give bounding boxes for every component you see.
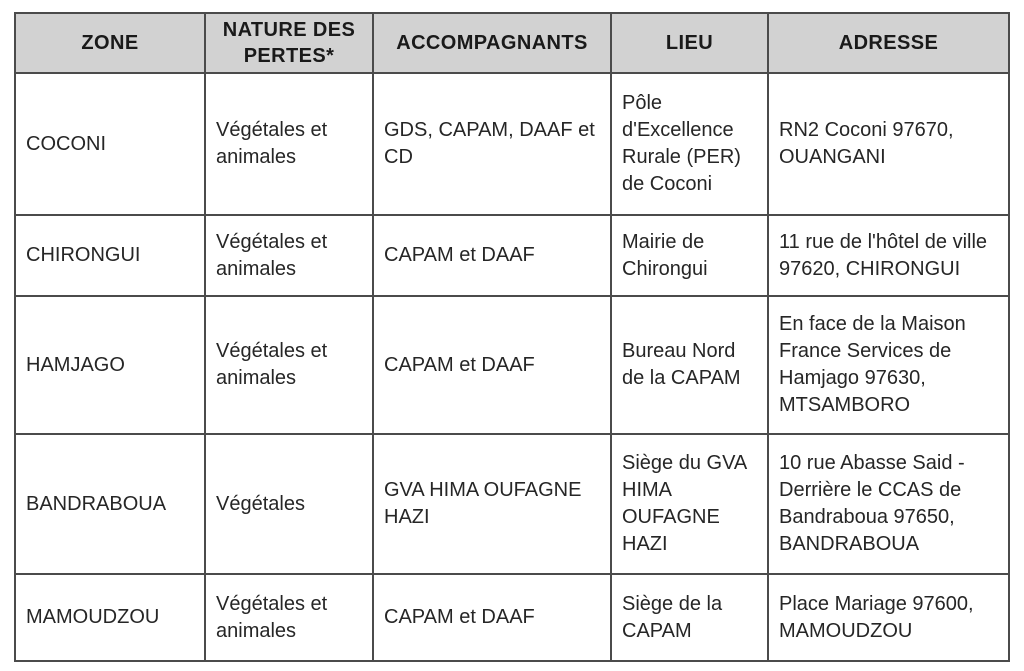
col-header-nature-pertes: NATURE DES PERTES*	[205, 13, 373, 73]
cell-accompagnants: CAPAM et DAAF	[373, 296, 611, 434]
cell-zone: CHIRONGUI	[15, 215, 205, 296]
cell-zone: MAMOUDZOU	[15, 574, 205, 661]
cell-adresse: 11 rue de l'hôtel de ville 97620, CHIRONGUI	[768, 215, 1009, 296]
cell-accompagnants: CAPAM et DAAF	[373, 574, 611, 661]
table-row-chirongui	[15, 215, 1009, 296]
cell-nature: Végétales et animales	[205, 296, 373, 434]
cell-nature: Végétales et animales	[205, 73, 373, 215]
cell-nature: Végétales	[205, 434, 373, 574]
cell-accompagnants: GDS, CAPAM, DAAF et CD	[373, 73, 611, 215]
cell-zone: BANDRABOUA	[15, 434, 205, 574]
col-header-zone: ZONE	[15, 13, 205, 73]
table-row-hamjago	[15, 296, 1009, 434]
table-row-mamoudzou	[15, 574, 1009, 661]
cell-nature: Végétales et animales	[205, 574, 373, 661]
cell-lieu: Siège de la CAPAM	[611, 574, 768, 661]
losses-table	[14, 12, 1010, 662]
cell-zone: COCONI	[15, 73, 205, 215]
col-header-accompagnants: ACCOMPAGNANTS	[373, 13, 611, 73]
losses-table-container	[14, 12, 1010, 662]
cell-accompagnants: GVA HIMA OUFAGNE HAZI	[373, 434, 611, 574]
cell-adresse: Place Mariage 97600, MAMOUDZOU	[768, 574, 1009, 661]
table-row-bandraboua	[15, 434, 1009, 574]
cell-lieu: Mairie de Chirongui	[611, 215, 768, 296]
cell-adresse: En face de la Maison France Services de Hamjago 97630, MTSAMBORO	[768, 296, 1009, 434]
col-header-lieu: LIEU	[611, 13, 768, 73]
cell-lieu: Pôle d'Excellence Rurale (PER) de Coconi	[611, 73, 768, 215]
cell-adresse: 10 rue Abasse Said - Derrière le CCAS de Bandraboua 97650, BANDRABOUA	[768, 434, 1009, 574]
table-row-coconi	[15, 73, 1009, 215]
cell-nature: Végétales et animales	[205, 215, 373, 296]
cell-adresse: RN2 Coconi 97670, OUANGANI	[768, 73, 1009, 215]
cell-zone: HAMJAGO	[15, 296, 205, 434]
cell-lieu: Siège du GVA HIMA OUFAGNE HAZI	[611, 434, 768, 574]
table-header-row	[15, 13, 1009, 73]
cell-lieu: Bureau Nord de la CAPAM	[611, 296, 768, 434]
col-header-adresse: ADRESSE	[768, 13, 1009, 73]
cell-accompagnants: CAPAM et DAAF	[373, 215, 611, 296]
